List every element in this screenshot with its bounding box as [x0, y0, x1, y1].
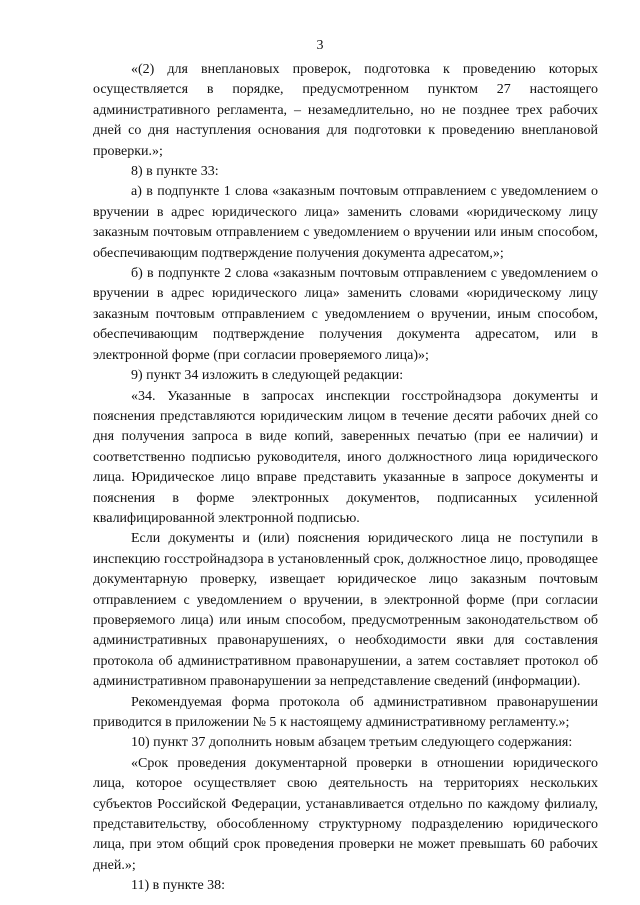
paragraph-clause-34: «34. Указанные в запросах инспекции госстройнадзора документы и пояснения представляются юридическим лицом в течение десяти рабочих дней со дня получения запроса в виде копий, заверенных печатью (при ее наличии) и соответственно подписью руководителя, иного должностного лица юридического лица. Юридическое лицо вправе представить указанные в запросе документы и пояснения в форме электронных документов, подписанных усиленной квалифицированной электронной подписью.	[93, 388, 598, 526]
paragraph-item-8b: б) в подпункте 2 слова «заказным почтовым отправлением с уведомлением о вручении в адрес юридического лица» заменить словами «юридическому лицу заказным почтовым отправлением с уведомлением о вручении, иным способом, обеспечивающим подтверждение получения документа адресатом, или в электронной форме (при согласии проверяемого лица)»;	[93, 266, 598, 363]
document-body	[93, 60, 598, 897]
paragraph-item-10: 10) пункт 37 дополнить новым абзацем третьим следующего содержания:	[131, 735, 573, 751]
paragraph-deadline-unscheduled: «(2) для внеплановых проверок, подготовка к проведению которых осуществляется в порядке, предусмотренном пунктом 27 настоящего административного регламента, – незамедлительно, но не позднее трех рабочих дней со дня наступления основания для подготовки к проведению внеплановой проверки.»;	[93, 62, 598, 159]
paragraph-item-9: 9) пункт 34 изложить в следующей редакции:	[131, 368, 404, 384]
paragraph-item-8: 8) в пункте 33:	[131, 164, 219, 180]
paragraph-clause-34-form: Рекомендуемая форма протокола об административном правонарушении приводится в приложении № 5 к настоящему административному регламенту.»;	[93, 694, 598, 730]
paragraph-inspection-term: «Срок проведения документарной проверки в отношении юридического лица, которое осуществляет свою деятельность на территориях нескольких субъектов Российской Федерации, устанавливается отдельно по каждому филиалу, представительству, обособленному структурному подразделению юридического лица, при этом общий срок проведения проверки не может превышать 60 рабочих дней.»;	[93, 755, 598, 873]
paragraph-item-8a: а) в подпункте 1 слова «заказным почтовым отправлением с уведомлением о вручении в адрес юридического лица» заменить словами «юридическому лицу заказным почтовым отправлением с уведомлением о вручении или иным способом, обеспечивающим подтверждение получения документа адресатом,»;	[93, 184, 598, 261]
page-number: 3	[316, 38, 324, 53]
paragraph-item-11: 11) в пункте 38:	[131, 878, 226, 894]
paragraph-clause-34-missing-docs: Если документы и (или) пояснения юридического лица не поступили в инспекцию госстройнадзора в установленный срок, должностное лицо, проводящее документарную проверку, извещает юридическое лицо заказным почтовым отправлением с уведомлением о вручении, в электронной форме (при согласии проверяемого лица) или иным способом, предусмотренным законодательством об административных правонарушениях, о необходимости явки для составления протокола об административном правонарушении, а затем составляет протокол об административном правонарушении за непредставление сведений (информации).	[93, 531, 598, 690]
